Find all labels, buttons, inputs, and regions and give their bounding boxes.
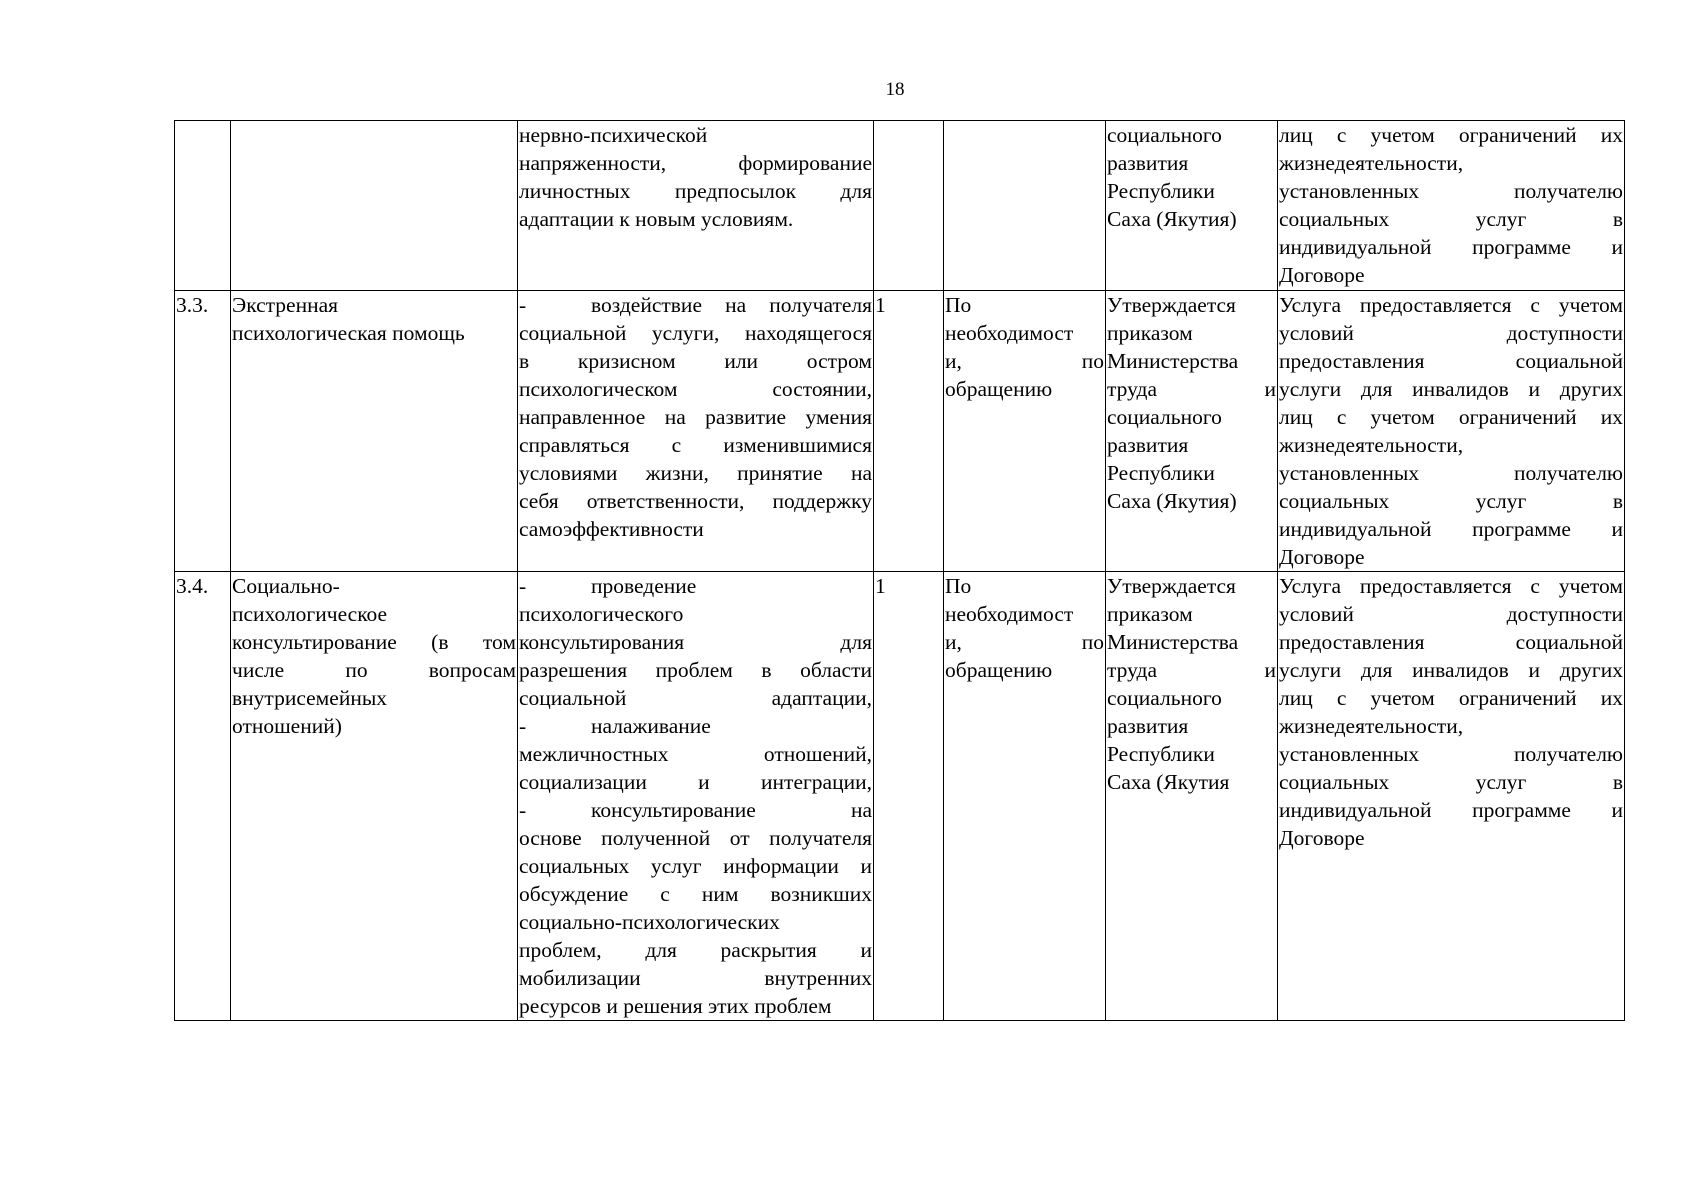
cell-line: справляться с изменившимися <box>519 433 872 457</box>
service-content <box>518 121 874 291</box>
cell-line: социализации и интеграции, <box>519 770 872 794</box>
cell-line: предоставления социальной <box>1279 349 1623 373</box>
cell-line: Саха (Якутия <box>1107 770 1230 794</box>
cell-line: мобилизации внутренних <box>519 966 872 990</box>
cell-line: предоставления социальной <box>1279 630 1623 654</box>
conditions <box>1278 291 1625 572</box>
cell-line: Услуга предоставляется с учетом <box>1279 574 1623 598</box>
list-dash: - <box>519 714 527 738</box>
service-content <box>518 572 874 1021</box>
row-number <box>175 121 231 291</box>
cell-line: индивидуальной программе и <box>1279 798 1623 822</box>
cell-line: Договоре <box>1279 826 1365 850</box>
cell-line: установленных получателю <box>1279 179 1623 203</box>
service-name <box>231 291 518 572</box>
table-row <box>175 121 1625 291</box>
list-item-text: налаживание <box>591 714 711 738</box>
cell-line: установленных получателю <box>1279 461 1623 485</box>
cell-line: отношений) <box>232 714 342 738</box>
cell-line: Министерства <box>1107 630 1239 654</box>
list-dash: - <box>519 574 527 598</box>
cell-line: психологическое <box>232 602 388 626</box>
cell-line: нервно-психической <box>519 123 708 147</box>
list-item-text: воздействие на получателя <box>591 293 872 317</box>
cell-line: Договоре <box>1279 545 1365 569</box>
cell-line: и, по <box>945 630 1104 654</box>
cell-line: Республики <box>1107 461 1215 485</box>
list-dash: - <box>519 798 527 822</box>
cell-line: самоэффективности <box>519 517 704 541</box>
cell-line: Утверждается <box>1107 574 1236 598</box>
cell-line: условий доступности <box>1279 321 1623 345</box>
cell-line: социального <box>1107 686 1222 710</box>
cell-line: По <box>945 293 972 317</box>
cell-line: жизнедеятельности, <box>1279 433 1464 457</box>
cell-line: психологическая помощь <box>232 321 465 345</box>
list-item <box>519 291 872 319</box>
cell-line: разрешения проблем в области <box>519 658 872 682</box>
cell-line: труда и <box>1107 658 1276 682</box>
cell-line: ресурсов и решения этих проблем <box>519 994 832 1018</box>
period <box>944 121 1106 291</box>
service-content <box>518 291 874 572</box>
cell-line: индивидуальной программе и <box>1279 235 1623 259</box>
cell-line: приказом <box>1107 321 1193 345</box>
conditions <box>1278 121 1625 291</box>
cell-line: необходимост <box>945 321 1074 345</box>
page-number: 18 <box>885 79 905 100</box>
cell-line: необходимост <box>945 602 1074 626</box>
cell-line: обращению <box>945 658 1053 682</box>
cell-line: условий доступности <box>1279 602 1623 626</box>
table-row <box>175 572 1625 1021</box>
approval <box>1106 291 1278 572</box>
cell-line: и, по <box>945 349 1104 373</box>
row-number: 3.3. <box>175 291 231 572</box>
cell-line: межличностных отношений, <box>519 742 872 766</box>
cell-line: личностных предпосылок для <box>519 179 872 203</box>
quantity: 1 <box>874 291 944 572</box>
cell-line: консультирование (в том <box>232 630 516 654</box>
conditions <box>1278 572 1625 1021</box>
cell-line: психологического <box>519 602 684 626</box>
cell-line: основе полученной от получателя <box>519 826 872 850</box>
cell-line: индивидуальной программе и <box>1279 517 1623 541</box>
cell-line: социального <box>1107 405 1222 429</box>
cell-line: социальной адаптации, <box>519 686 872 710</box>
quantity: 1 <box>874 572 944 1021</box>
cell-line: внутрисемейных <box>232 686 388 710</box>
cell-line: лиц с учетом ограничений их <box>1279 686 1623 710</box>
cell-line: развития <box>1107 151 1189 175</box>
cell-line: приказом <box>1107 602 1193 626</box>
list-item <box>519 712 872 740</box>
cell-line: жизнедеятельности, <box>1279 151 1464 175</box>
cell-line: Республики <box>1107 179 1215 203</box>
cell-line: лиц с учетом ограничений их <box>1279 123 1623 147</box>
cell-line: консультирования для <box>519 630 872 654</box>
list-item <box>519 572 872 600</box>
list-item-text: консультирование на <box>591 798 872 822</box>
service-name <box>231 572 518 1021</box>
cell-line: психологическом состоянии, <box>519 377 872 401</box>
cell-line: социального <box>1107 123 1222 147</box>
cell-line: установленных получателю <box>1279 742 1623 766</box>
cell-line: обсуждение с ним возникших <box>519 882 872 906</box>
cell-line: социальных услуг информации и <box>519 854 872 878</box>
cell-line: напряженности, формирование <box>519 151 872 175</box>
row-number: 3.4. <box>175 572 231 1021</box>
cell-line: развития <box>1107 433 1189 457</box>
cell-line: социальной услуги, находящегося <box>519 321 872 345</box>
cell-line: лиц с учетом ограничений их <box>1279 405 1623 429</box>
cell-line: направленное на развитие умения <box>519 405 872 429</box>
cell-line: Саха (Якутия) <box>1107 489 1237 513</box>
cell-line: адаптации к новым условиям. <box>519 207 794 231</box>
period <box>944 572 1106 1021</box>
quantity <box>874 121 944 291</box>
cell-line: Министерства <box>1107 349 1239 373</box>
cell-line: социальных услуг в <box>1279 207 1623 231</box>
cell-line: Социально- <box>232 574 340 598</box>
cell-line: обращению <box>945 377 1053 401</box>
cell-line: социальных услуг в <box>1279 770 1623 794</box>
cell-line: Экстренная <box>232 293 339 317</box>
approval <box>1106 121 1278 291</box>
cell-line: услуги для инвалидов и других <box>1279 377 1623 401</box>
period <box>944 291 1106 572</box>
cell-line: социальных услуг в <box>1279 489 1623 513</box>
services-table <box>174 120 1625 1021</box>
cell-line: социально-психологических <box>519 910 780 934</box>
list-item <box>519 796 872 824</box>
list-dash: - <box>519 293 527 317</box>
cell-line: в кризисном или остром <box>519 349 872 373</box>
cell-line: жизнедеятельности, <box>1279 714 1464 738</box>
approval <box>1106 572 1278 1021</box>
cell-line: Республики <box>1107 742 1215 766</box>
table-row <box>175 291 1625 572</box>
cell-line: проблем, для раскрытия и <box>519 938 872 962</box>
cell-line: труда и <box>1107 377 1276 401</box>
cell-line: развития <box>1107 714 1189 738</box>
cell-line: Саха (Якутия) <box>1107 207 1237 231</box>
cell-line: себя ответственности, поддержку <box>519 489 872 513</box>
list-item-text: проведение <box>591 574 697 598</box>
cell-line: Утверждается <box>1107 293 1236 317</box>
cell-line: Услуга предоставляется с учетом <box>1279 293 1623 317</box>
cell-line: Договоре <box>1279 263 1365 287</box>
cell-line: услуги для инвалидов и других <box>1279 658 1623 682</box>
cell-line: условиями жизни, принятие на <box>519 461 872 485</box>
table-body <box>175 121 1625 1021</box>
service-name <box>231 121 518 291</box>
cell-line: числе по вопросам <box>232 658 516 682</box>
cell-line: По <box>945 574 972 598</box>
